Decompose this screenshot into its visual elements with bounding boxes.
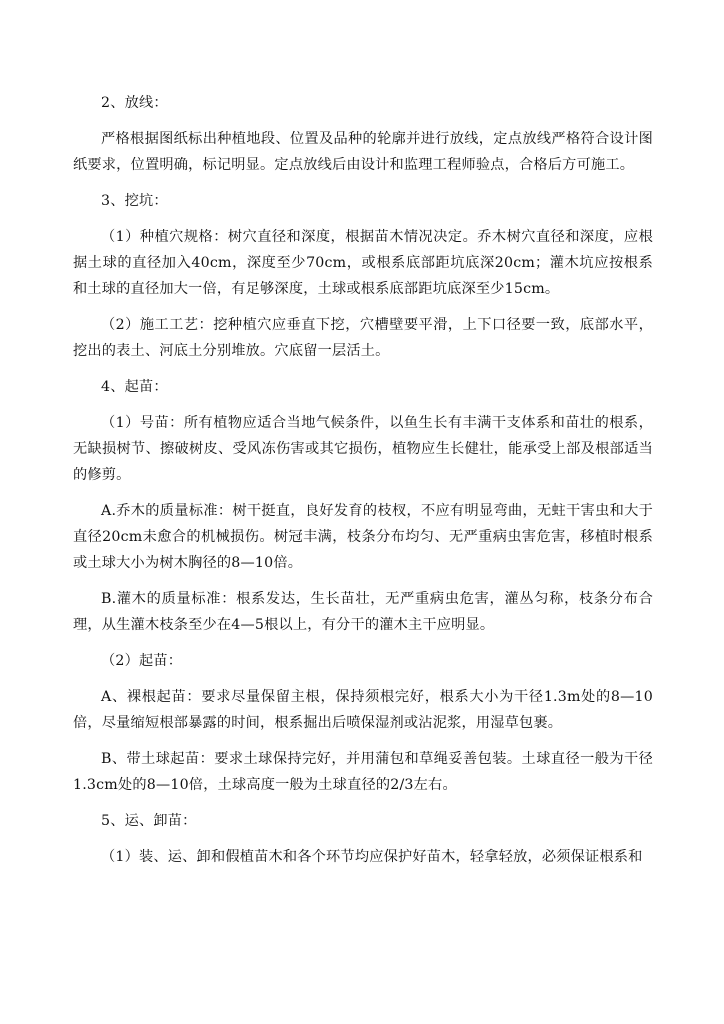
paragraph-tree-standard: A.乔木的质量标准：树干挺直，良好发育的枝杈，不应有明显弯曲，无蛀干害虫和大于直径20cm未愈合的机械损伤。树冠丰满，枝条分布均匀、无严重病虫害危害，移植时根系或土球大小为树木胸径的8—10倍。 <box>73 503 653 571</box>
paragraph-pit-spec: （1）种植穴规格：树穴直径和深度，根据苗木情况决定。乔木树穴直径和深度，应根据土球的直径加入40cm，深度至少70cm，或根系底部距坑底深20cm；灌木坑应按根系和土球的直径加大一倍，有足够深度，土球或根系底部距坑底深至少15cm。 <box>73 229 653 297</box>
section-heading-5: 5、运、卸苗： <box>101 813 197 829</box>
subheading-lifting: （2）起苗： <box>101 653 183 669</box>
section-heading-4: 4、起苗： <box>101 379 168 395</box>
paragraph-soil-ball: B、带土球起苗：要求土球保持完好，并用蒲包和草绳妥善包装。土球直径一般为干径1.3cm处的8—10倍，土球高度一般为土球直径的2/3左右。 <box>73 751 653 793</box>
paragraph-bare-root: A、裸根起苗：要求尽量保留主根，保持须根完好，根系大小为干径1.3m处的8—10倍，尽量缩短根部暴露的时间，根系掘出后喷保湿剂或沾泥浆，用湿草包裹。 <box>73 689 653 731</box>
paragraph-shrub-standard: B.灌木的质量标准：根系发达，生长苗壮，无严重病虫危害，灌丛匀称，枝条分布合理，从生灌木枝条至少在4—5根以上，有分干的灌木主干应明显。 <box>73 591 653 633</box>
paragraph-pit-process: （2）施工工艺：挖种植穴应垂直下挖，穴槽壁要平滑，上下口径要一致，底部水平，挖出的表土、河底土分别堆放。穴底留一层活土。 <box>73 317 653 359</box>
section-heading-3: 3、挖坑： <box>101 193 168 209</box>
paragraph-transport: （1）装、运、卸和假植苗木和各个环节均应保护好苗木，轻拿轻放，必须保证根系和 <box>101 849 643 865</box>
section-heading-2: 2、放线： <box>101 95 168 111</box>
paragraph-seedling-selection: （1）号苗：所有植物应适合当地气候条件，以鱼生长有丰满干支体系和苗壮的根系，无缺损树节、擦破树皮、受风冻伤害或其它损伤，植物应生长健壮，能承受上部及根部适当的修剪。 <box>73 415 653 483</box>
paragraph-stakeout: 严格根据图纸标出种植地段、位置及品种的轮廓并进行放线，定点放线严格符合设计图纸要求，位置明确，标记明显。定点放线后由设计和监理工程师验点，合格后方可施工。 <box>73 131 653 173</box>
document-body <box>73 90 653 880</box>
